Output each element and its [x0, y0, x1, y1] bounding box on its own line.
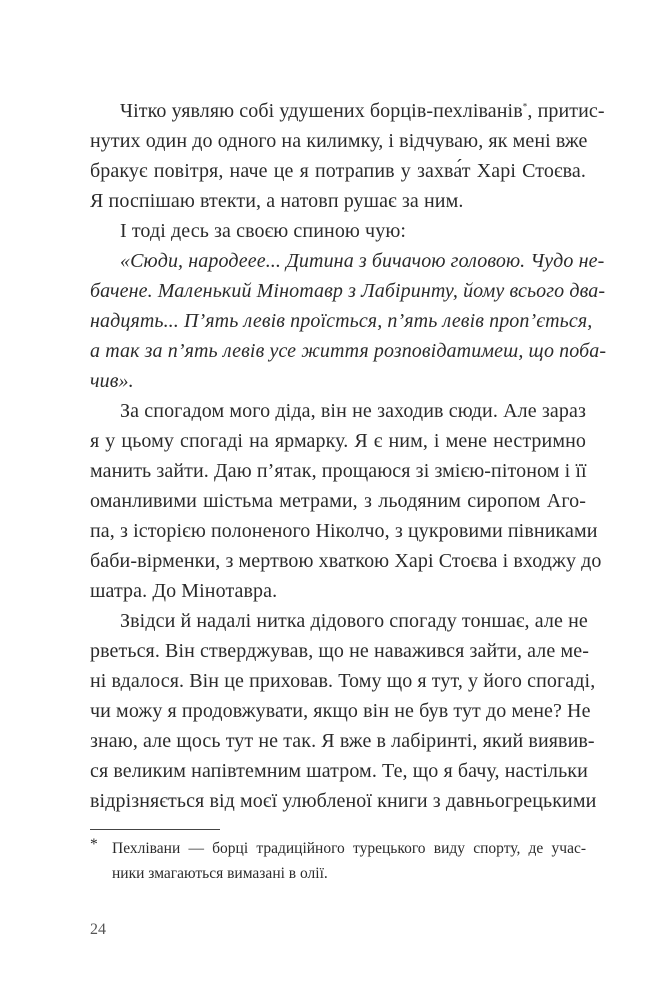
text-line: я у цьому спогаді на ярмарку. Я є ним, і мене нестримно	[90, 430, 586, 452]
text-line: оманливими шістьма метрами, з льодяним сиропом Аго-	[90, 490, 586, 512]
text-line: надцять... П’ять левів проїсться, п’ять левів проп’ється,	[90, 310, 593, 332]
text-span: , притис-	[527, 100, 605, 122]
footnote-marker: *	[90, 836, 98, 853]
footnote-divider	[90, 829, 220, 830]
text-line: нутих один до одного на килимку, і відчуваю, як мені вже	[90, 130, 588, 152]
footnote-line: ники змагаються вимазані в олії.	[112, 865, 328, 882]
text-line: а так за п’ять левів усе життя розповідатимеш, що поба-	[90, 340, 607, 362]
text-line: бачене. Маленький Мінотавр з Лабіринту, йому всього два-	[90, 280, 606, 302]
text-line: чи можу я продовжувати, якщо він не був тут до мене? Не	[90, 700, 591, 722]
text-line: Звідси й надалі нитка дідового спогаду тоншає, але не	[120, 610, 588, 632]
footnote-reference[interactable]: *	[522, 101, 528, 112]
footnote-line: Пехлівани — борці традиційного турецького виду спорту, де учас-	[112, 840, 586, 857]
text-line: чив».	[90, 370, 134, 392]
text-line: Я поспішаю втекти, а натовп рушає за ним.	[90, 190, 464, 212]
text-line: І тоді десь за своєю спиною чую:	[120, 220, 407, 242]
text-line: бракує повітря, наче це я потрапив у захва́т Харі Стоєва.	[90, 160, 586, 182]
footnote	[90, 836, 586, 886]
text-line: ні вдалося. Він це приховав. Тому що я тут, у його спогаді,	[90, 670, 596, 692]
body-text	[90, 96, 607, 816]
text-line: знаю, але щось тут не так. Я вже в лабіринті, який виявив-	[90, 730, 595, 752]
text-line: шатра. До Мінотавра.	[90, 580, 278, 602]
text-line: рветься. Він стверджував, що не наважився зайти, але ме-	[90, 640, 589, 662]
text-line: па, з історією полоненого Ніколчо, з цукровими півниками	[90, 520, 598, 542]
text-line	[90, 96, 605, 126]
text-line: За спогадом мого діда, він не заходив сюди. Але зараз	[120, 400, 586, 422]
text-line: відрізняється від моєї улюбленої книги з давньогрецькими	[90, 790, 597, 812]
text-line: «Сюди, народеее... Дитина з бичачою головою. Чудо не-	[120, 250, 605, 272]
text-line: ся великим напівтемним шатром. Те, що я бачу, настільки	[90, 760, 588, 782]
text-line: баби-вірменки, з мертвою хваткою Харі Стоєва і входжу до	[90, 550, 602, 572]
text-line: манить зайти. Даю п’ятак, прощаюся зі змією-пітоном і її	[90, 460, 587, 482]
page-number: 24	[90, 921, 106, 938]
text-span: Чітко уявляю собі удушених борців-пехліванів	[120, 100, 523, 122]
